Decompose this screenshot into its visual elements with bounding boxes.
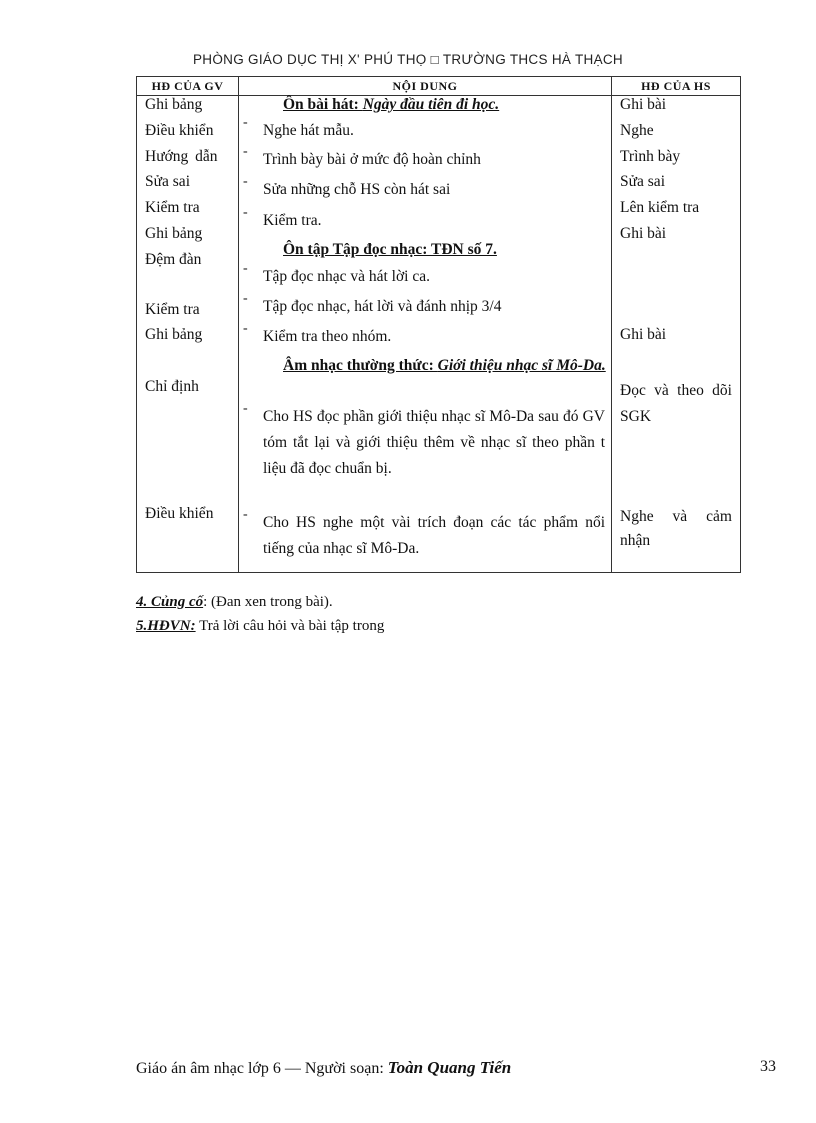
- header-gv: HĐ CỦA GV: [137, 77, 239, 96]
- gv-item: Điều khiển: [145, 505, 214, 522]
- content-item: - Kiểm tra theo nhóm.: [243, 321, 392, 345]
- content-item: - Cho HS nghe một vài trích đoạn các tác phẩm nổi tiếng của nhạc sĩ Mô-Da.: [243, 507, 605, 557]
- header-content: NỘI DUNG: [239, 77, 612, 96]
- gv-item: Chỉ định: [145, 378, 199, 395]
- hs-item: Ghi bài: [620, 96, 667, 113]
- gv-cell: [137, 96, 239, 573]
- content-cell: [239, 96, 612, 573]
- section-title-tdn: Ôn tập Tập đọc nhạc: TĐN số 7.: [283, 241, 497, 258]
- gv-item: Hướng dẫn: [145, 148, 218, 165]
- gv-item: Ghi bảng: [145, 96, 203, 113]
- gv-item: Ghi bảng: [145, 326, 203, 343]
- content-item: - Cho HS đọc phần giới thiệu nhạc sĩ Mô-Da sau đó GV tóm tắt lại và giới thiệu thêm về nhạc sĩ theo phần t liệu đã đọc chuẩn bị.: [243, 401, 605, 477]
- gv-item: Điều khiển: [145, 122, 214, 139]
- gv-item: Ghi bảng: [145, 225, 203, 242]
- cungco-line: 4. Củng cố: (Đan xen trong bài).: [136, 594, 333, 610]
- hs-item: Nghe: [620, 122, 654, 139]
- gv-item: Kiểm tra: [145, 301, 200, 318]
- section-title-song: Ôn bài hát: Ngày đầu tiên đi học.: [283, 96, 500, 113]
- header-hs: HĐ CỦA HS: [612, 77, 741, 96]
- hs-cell: [612, 96, 741, 573]
- footer-text: Giáo án âm nhạc lớp 6 — Người soạn:: [136, 1060, 388, 1077]
- hs-item: Nghe và cảm nhận: [620, 508, 732, 549]
- page-header: PHÒNG GIÁO DỤC THỊ X' PHÚ THỌ □ TRƯỜNG THCS HÀ THẠCH: [193, 52, 623, 67]
- content-item: - Trình bày bài ở mức độ hoàn chỉnh: [243, 144, 481, 168]
- content-item: - Sửa những chỗ HS còn hát sai: [243, 174, 451, 198]
- footer-author: Toàn Quang Tiến: [387, 1058, 512, 1077]
- hs-item: Sửa sai: [620, 173, 665, 190]
- section-title-music: Âm nhạc thường thức: Giới thiệu nhạc sĩ Mô-Da.: [283, 357, 606, 374]
- hs-item: Trình bày: [620, 148, 681, 165]
- page-footer: [136, 1058, 776, 1078]
- lesson-table: [136, 76, 741, 573]
- content-item: - Tập đọc nhạc, hát lời và đánh nhịp 3/4: [243, 291, 502, 315]
- content-item: - Nghe hát mẫu.: [243, 115, 354, 139]
- hs-item: Ghi bài: [620, 225, 667, 242]
- hdvn-line: 5.HĐVN: Trả lời câu hỏi và bài tập trong: [136, 618, 385, 634]
- hs-item: Lên kiểm tra: [620, 199, 700, 216]
- page-number: 33: [760, 1058, 776, 1075]
- hs-item: Đọc và theo dõi SGK: [620, 382, 732, 425]
- hs-item: Ghi bài: [620, 326, 667, 343]
- gv-item: Sửa sai: [145, 173, 190, 190]
- gv-item: Đệm đàn: [145, 251, 202, 268]
- content-item: - Tập đọc nhạc và hát lời ca.: [243, 261, 430, 285]
- content-item: - Kiểm tra.: [243, 205, 322, 229]
- gv-item: Kiểm tra: [145, 199, 200, 216]
